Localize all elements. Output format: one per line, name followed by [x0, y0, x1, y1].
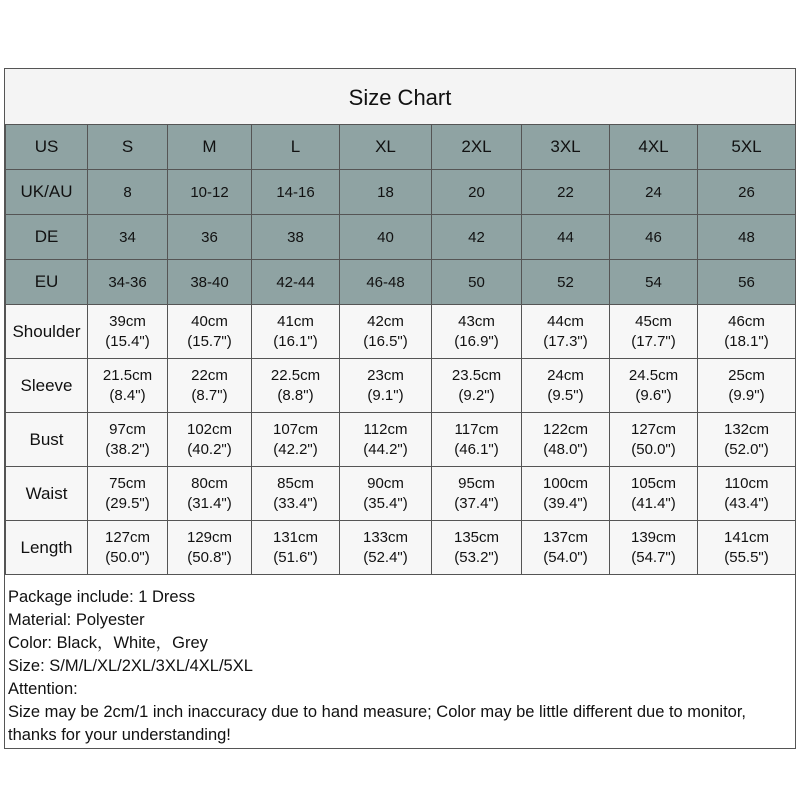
size-cell: 56	[698, 260, 796, 305]
measure-cell	[340, 413, 432, 467]
row-label: US	[6, 125, 88, 170]
size-cell: 48	[698, 215, 796, 260]
measure-cell	[432, 413, 522, 467]
row-label: UK/AU	[6, 170, 88, 215]
measure-inch: (33.4")	[273, 494, 318, 512]
measure-cell	[610, 413, 698, 467]
measure-inch: (50.0")	[105, 548, 150, 566]
measure-inch: (54.7")	[631, 548, 676, 566]
measure-cm: 39cm	[109, 312, 146, 330]
size-cell: 42-44	[252, 260, 340, 305]
measure-inch: (18.1")	[724, 332, 769, 350]
size-cell: S	[88, 125, 168, 170]
color-note: Color: Black，White，Grey	[8, 634, 208, 652]
measure-cell	[252, 467, 340, 521]
disclaimer-note: Size may be 2cm/1 inch inaccuracy due to hand measure; Color may be little different due to monitor, thanks for your understanding!	[8, 703, 746, 744]
size-row-us	[6, 125, 796, 170]
size-cell: 24	[610, 170, 698, 215]
measure-cm: 45cm	[635, 312, 672, 330]
measure-inch: (29.5")	[105, 494, 150, 512]
measure-cell	[168, 413, 252, 467]
measure-cm: 21.5cm	[102, 366, 153, 384]
measure-cell	[252, 413, 340, 467]
measure-inch: (39.4")	[543, 494, 588, 512]
measure-cm: 117cm	[454, 420, 499, 438]
measure-cm: 139cm	[630, 528, 677, 546]
row-label: Sleeve	[6, 359, 88, 413]
measure-cell	[698, 521, 796, 575]
measure-inch: (16.5")	[363, 332, 408, 350]
size-cell: 50	[432, 260, 522, 305]
measure-cm: 122cm	[542, 420, 589, 438]
measure-inch: (50.8")	[187, 548, 232, 566]
measure-cm: 112cm	[363, 420, 408, 438]
measure-inch: (52.0")	[724, 440, 769, 458]
product-notes	[8, 586, 794, 747]
measure-inch: (9.1")	[367, 386, 404, 404]
size-cell: 5XL	[698, 125, 796, 170]
measure-inch: (42.2")	[273, 440, 318, 458]
measure-cell	[610, 467, 698, 521]
size-cell: 34-36	[88, 260, 168, 305]
measure-inch: (17.7")	[631, 332, 676, 350]
measure-row-bust	[6, 413, 796, 467]
measure-cell	[168, 467, 252, 521]
measure-cm: 133cm	[362, 528, 409, 546]
measure-inch: (9.5")	[547, 386, 584, 404]
measure-cm: 105cm	[630, 474, 677, 492]
measure-inch: (16.9")	[454, 332, 499, 350]
size-cell: 20	[432, 170, 522, 215]
measure-inch: (9.2")	[458, 386, 495, 404]
measure-inch: (48.0")	[543, 440, 588, 458]
measure-cm: 44cm	[547, 312, 584, 330]
measure-cm: 100cm	[542, 474, 589, 492]
size-cell: 54	[610, 260, 698, 305]
measure-inch: (38.2")	[105, 440, 150, 458]
measure-inch: (9.6")	[635, 386, 672, 404]
measure-cell	[168, 359, 252, 413]
measure-cm: 42cm	[367, 312, 404, 330]
measure-inch: (53.2")	[454, 548, 499, 566]
measure-cell	[698, 305, 796, 359]
measure-row-waist	[6, 467, 796, 521]
measure-inch: (50.0")	[631, 440, 676, 458]
row-label: Waist	[6, 467, 88, 521]
size-cell: 46	[610, 215, 698, 260]
measure-cm: 85cm	[277, 474, 314, 492]
size-cell: 10-12	[168, 170, 252, 215]
size-cell: 3XL	[522, 125, 610, 170]
measure-cell	[252, 305, 340, 359]
measure-cell	[698, 359, 796, 413]
size-cell: 2XL	[432, 125, 522, 170]
measure-inch: (31.4")	[187, 494, 232, 512]
measure-cell	[252, 521, 340, 575]
measure-row-length	[6, 521, 796, 575]
measure-cm: 22.5cm	[270, 366, 321, 384]
size-cell: L	[252, 125, 340, 170]
measure-cell	[168, 521, 252, 575]
measure-cm: 97cm	[109, 420, 146, 438]
size-row-uk-au	[6, 170, 796, 215]
measure-inch: (8.7")	[191, 386, 228, 404]
measure-cm: 40cm	[191, 312, 228, 330]
measure-cm: 129cm	[186, 528, 233, 546]
measure-cell	[522, 413, 610, 467]
measure-inch: (55.5")	[724, 548, 769, 566]
measure-cm: 75cm	[109, 474, 146, 492]
row-label: DE	[6, 215, 88, 260]
measure-cm: 141cm	[723, 528, 770, 546]
size-cell: 4XL	[610, 125, 698, 170]
size-note: Size: S/M/L/XL/2XL/3XL/4XL/5XL	[8, 657, 253, 675]
measure-cm: 90cm	[367, 474, 404, 492]
size-row-eu	[6, 260, 796, 305]
measure-cell	[340, 467, 432, 521]
measure-cm: 110cm	[724, 474, 769, 492]
measure-cm: 46cm	[728, 312, 765, 330]
measure-cm: 95cm	[458, 474, 495, 492]
measure-row-sleeve	[6, 359, 796, 413]
measure-inch: (35.4")	[363, 494, 408, 512]
measure-inch: (51.6")	[273, 548, 318, 566]
package-note: Package include: 1 Dress	[8, 588, 196, 606]
measure-cell	[698, 467, 796, 521]
measure-cell	[340, 305, 432, 359]
measure-cm: 23cm	[367, 366, 404, 384]
size-cell: 22	[522, 170, 610, 215]
row-label: EU	[6, 260, 88, 305]
measure-inch: (16.1")	[273, 332, 318, 350]
measure-inch: (43.4")	[724, 494, 769, 512]
measure-cell	[610, 521, 698, 575]
measure-cell	[88, 413, 168, 467]
size-cell: 34	[88, 215, 168, 260]
measure-cm: 107cm	[272, 420, 319, 438]
measure-cm: 131cm	[272, 528, 319, 546]
size-cell: 42	[432, 215, 522, 260]
measure-cm: 24.5cm	[628, 366, 679, 384]
size-cell: 40	[340, 215, 432, 260]
measure-cm: 43cm	[458, 312, 495, 330]
measure-cell	[522, 305, 610, 359]
measure-cm: 80cm	[191, 474, 228, 492]
measure-inch: (40.2")	[187, 440, 232, 458]
measure-cm: 132cm	[723, 420, 770, 438]
size-cell: M	[168, 125, 252, 170]
measure-cell	[432, 467, 522, 521]
measure-cell	[88, 305, 168, 359]
measure-cell	[610, 305, 698, 359]
size-cell: 14-16	[252, 170, 340, 215]
size-cell: 52	[522, 260, 610, 305]
measure-cm: 41cm	[277, 312, 314, 330]
measure-cm: 25cm	[728, 366, 765, 384]
attention-heading: Attention:	[8, 680, 78, 698]
measure-inch: (8.4")	[109, 386, 146, 404]
size-cell: 36	[168, 215, 252, 260]
measure-inch: (9.9")	[728, 386, 765, 404]
size-cell: 8	[88, 170, 168, 215]
size-cell: 26	[698, 170, 796, 215]
measure-cm: 135cm	[453, 528, 500, 546]
measure-cm: 22cm	[191, 366, 228, 384]
measure-cell	[522, 359, 610, 413]
row-label: Length	[6, 521, 88, 575]
measure-cell	[432, 521, 522, 575]
measure-cm: 24cm	[547, 366, 584, 384]
measure-cell	[610, 359, 698, 413]
measure-cell	[340, 359, 432, 413]
measure-cm: 102cm	[186, 420, 233, 438]
measure-cell	[432, 359, 522, 413]
measure-inch: (44.2")	[363, 440, 408, 458]
measure-cm: 23.5cm	[451, 366, 502, 384]
measure-inch: (8.8")	[277, 386, 314, 404]
measure-cm: 127cm	[630, 420, 677, 438]
measure-cell	[698, 413, 796, 467]
measure-cm: 127cm	[104, 528, 151, 546]
size-cell: 18	[340, 170, 432, 215]
measure-inch: (15.7")	[187, 332, 232, 350]
measure-row-shoulder	[6, 305, 796, 359]
measure-inch: (41.4")	[631, 494, 676, 512]
size-cell: 38-40	[168, 260, 252, 305]
row-label: Shoulder	[6, 305, 88, 359]
size-cell: 38	[252, 215, 340, 260]
measure-inch: (17.3")	[543, 332, 588, 350]
measure-cell	[252, 359, 340, 413]
measure-inch: (46.1")	[454, 440, 499, 458]
measure-cell	[168, 305, 252, 359]
chart-title: Size Chart	[5, 69, 795, 125]
row-label: Bust	[6, 413, 88, 467]
measure-cell	[522, 467, 610, 521]
measure-cell	[88, 467, 168, 521]
measure-cm: 137cm	[542, 528, 589, 546]
measure-cell	[432, 305, 522, 359]
size-chart	[4, 68, 796, 749]
size-table	[5, 124, 796, 575]
measure-cell	[88, 359, 168, 413]
measure-cell	[522, 521, 610, 575]
material-note: Material: Polyester	[8, 611, 145, 629]
size-row-de	[6, 215, 796, 260]
measure-inch: (15.4")	[105, 332, 150, 350]
size-cell: 46-48	[340, 260, 432, 305]
size-cell: 44	[522, 215, 610, 260]
size-cell: XL	[340, 125, 432, 170]
measure-cell	[340, 521, 432, 575]
measure-inch: (52.4")	[363, 548, 408, 566]
measure-inch: (37.4")	[454, 494, 499, 512]
measure-inch: (54.0")	[543, 548, 588, 566]
measure-cell	[88, 521, 168, 575]
